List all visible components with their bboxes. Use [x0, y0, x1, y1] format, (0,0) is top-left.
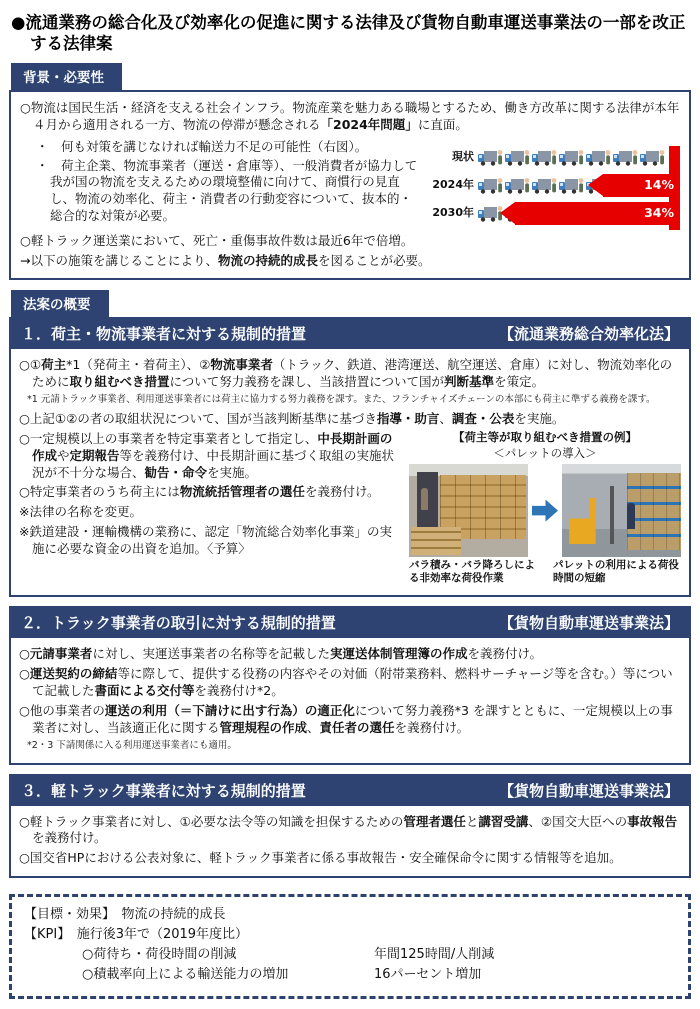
bullet-paragraph: ○軽トラック事業者に対し、①必要な法令等の知識を担保するための管理者選任と講習受講、②国交大臣への事故報告を義務付け。	[19, 813, 678, 846]
background-box	[9, 90, 691, 281]
kpi-line: 【KPI】 施行後3年で（2019年度比）	[24, 927, 249, 943]
page-title-text: 流通業務の総合化及び効率化の促進に関する法律及び貨物自動車運送事業法の一部を改正する法律案	[25, 13, 686, 54]
truck-driver-icon	[640, 147, 665, 168]
example-caption-right: パレットの利用による荷役時間の短縮	[553, 559, 679, 585]
section-3-content	[11, 806, 689, 877]
sub-bullet: ・ 何も対策を講じなければ輸送力不足の可能性（右図）。	[36, 138, 368, 154]
bullet-paragraph: ○一定規模以上の事業者を特定事業者として指定し、中長期計画の作成や定期報告等を義務付け、中長期計画に基づく取組の実施状況が不十分な場合、勧告・命令を実施。	[19, 430, 395, 480]
figure-row-label: 2030年	[432, 205, 474, 219]
figure-row	[428, 200, 680, 227]
section-3-law: 【貨物自動車運送事業法】	[498, 781, 679, 800]
example-subtitle: ＜パレットの導入＞	[493, 445, 597, 460]
figure-row-label: 2024年	[432, 177, 474, 191]
bullet-paragraph: ○物流は国民生活・経済を支える社会インフラ。物流産業を魅力ある職場とするため、働き方改革に関する法律が本年４月から適用される一方、物流の停滞が懸念される「2024年問題」に直面。	[20, 99, 680, 132]
section-3	[9, 774, 691, 879]
note-paragraph: ※法律の名称を変更。	[19, 504, 142, 520]
bullet-paragraph: ○上記①②の者の取組状況について、国が当該判断基準に基づき指導・助言、調査・公表を実施。	[19, 410, 565, 426]
kpi-value: 年間125時間/人削減	[374, 946, 495, 962]
section-1-content	[11, 349, 689, 595]
truck-driver-icon	[505, 147, 530, 168]
section-2-content	[11, 638, 689, 762]
figure-row	[428, 172, 680, 199]
overview-section-label: 法案の概要	[11, 290, 109, 317]
truck-driver-icon	[505, 175, 530, 196]
improvement-arrow-icon	[532, 499, 558, 523]
section-2	[9, 606, 691, 764]
section-3-banner	[11, 776, 689, 806]
truck-driver-icon	[613, 147, 638, 168]
shortage-arrow: 14%	[588, 174, 680, 197]
bullet-paragraph: ○特定事業者のうち荷主には物流統括管理者の選任を義務付け。	[19, 484, 380, 500]
example-title: 【荷主等が取り組むべき措置の例】	[453, 429, 637, 444]
truck-driver-icon	[559, 175, 584, 196]
section-1-banner	[11, 319, 689, 349]
bullet-paragraph: ○国交省HPにおける公表対象に、軽トラック事業者に係る事故報告・安全確保命令に関する情報等を追加。	[19, 850, 622, 866]
truck-driver-icon	[532, 175, 557, 196]
bullet-paragraph: ○軽トラック運送業において、死亡・重傷事故件数は最近6年で倍増。	[20, 232, 414, 248]
section-3-title: ３．軽トラック事業者に対する規制的措置	[21, 781, 306, 800]
bullet-paragraph: ○①荷主*1（発荷主・着荷主）、②物流事業者（トラック、鉄道、港湾運送、航空運送、倉庫）に対し、物流効率化のために取り組むべき措置について努力義務を課し、当該措置について国が判断基準を策定。	[19, 357, 673, 390]
photo-pallet-forklift	[562, 464, 681, 557]
background-section-label: 背景・必要性	[11, 63, 122, 90]
section-1	[9, 317, 691, 597]
truck-driver-icon	[532, 147, 557, 168]
section-1-title: １．荷主・物流事業者に対する規制的措置	[21, 325, 307, 344]
kpi-item	[24, 946, 676, 965]
truck-driver-icon	[478, 175, 503, 196]
page-title	[11, 12, 689, 55]
photo-inefficient-loading	[409, 464, 528, 557]
example-caption-left: バラ積み・バラ降ろしによる非効率な荷役作業	[409, 559, 535, 585]
truck-driver-icon	[478, 147, 503, 168]
kpi-item	[24, 966, 676, 985]
kpi-value: 16パーセント増加	[374, 966, 482, 982]
bullet-paragraph: ○元請事業者に対し、実運送事業者の名称等を記載した実運送体制管理簿の作成を義務付け。	[19, 646, 542, 662]
bullet-paragraph: →以下の施策を講じることにより、物流の持続的成長を図ることが必要。	[20, 252, 431, 268]
note-paragraph: ※鉄道建設・運輸機構の業務に、認定「物流総合効率化事業」の実施に必要な資金の出資を追加。〈予算〉	[19, 524, 392, 557]
kpi-label: ○荷待ち・荷役時間の削減	[82, 946, 237, 962]
pallet-example-box	[409, 431, 681, 586]
kpi-label: ○積載率向上による輸送能力の増加	[82, 966, 289, 982]
figure-row-label: 現状	[452, 149, 474, 163]
section-2-law: 【貨物自動車運送事業法】	[498, 614, 679, 633]
sub-bullet: ・ 荷主企業、物流事業者（運送・倉庫等）、一般消費者が協力して我が国の物流を支えるための環境整備に向けて、商慣行の見直し、物流の効率化、荷主・消費者の行動変容について、抜本的・総合的な対策が必要。	[36, 157, 418, 224]
goal-line: 【目標・効果】 物流の持続的成長	[24, 907, 226, 923]
truck-driver-icon	[586, 147, 611, 168]
bullet-paragraph: ○運送契約の締結等に際して、提供する役務の内容やその対価（附帯業務料、燃料サーチャージ等を含む。）等について記載した書面による交付等を義務付け*2。	[19, 666, 673, 699]
footnote: *1 元請トラック事業者、利用運送事業者には荷主に協力する努力義務を課す。また、フランチャイズチェーンの本部にも荷主に準ずる義務を課す。	[27, 394, 656, 406]
section-1-law: 【流通業務総合効率化法】	[498, 325, 679, 344]
truck-driver-icon	[559, 147, 584, 168]
figure-row	[428, 144, 680, 171]
shortage-arrow: 34%	[500, 202, 680, 225]
section-2-title: ２．トラック事業者の取引に対する規制的措置	[21, 614, 336, 633]
title-bullet-icon: ●	[11, 13, 26, 32]
goal-kpi-box	[9, 894, 691, 998]
section-2-banner	[11, 608, 689, 638]
bullet-paragraph: ○他の事業者の運送の利用（＝下請けに出す行為）の適正化について努力義務*3 を課すとともに、一定規模以上の事業者に対し、当該適正化に関する管理規程の作成、責任者の選任を義務付け。	[19, 703, 673, 735]
footnote: *2・3 下請関係に入る利用運送事業者にも適用。	[27, 739, 237, 751]
capacity-shortage-figure	[428, 139, 680, 228]
